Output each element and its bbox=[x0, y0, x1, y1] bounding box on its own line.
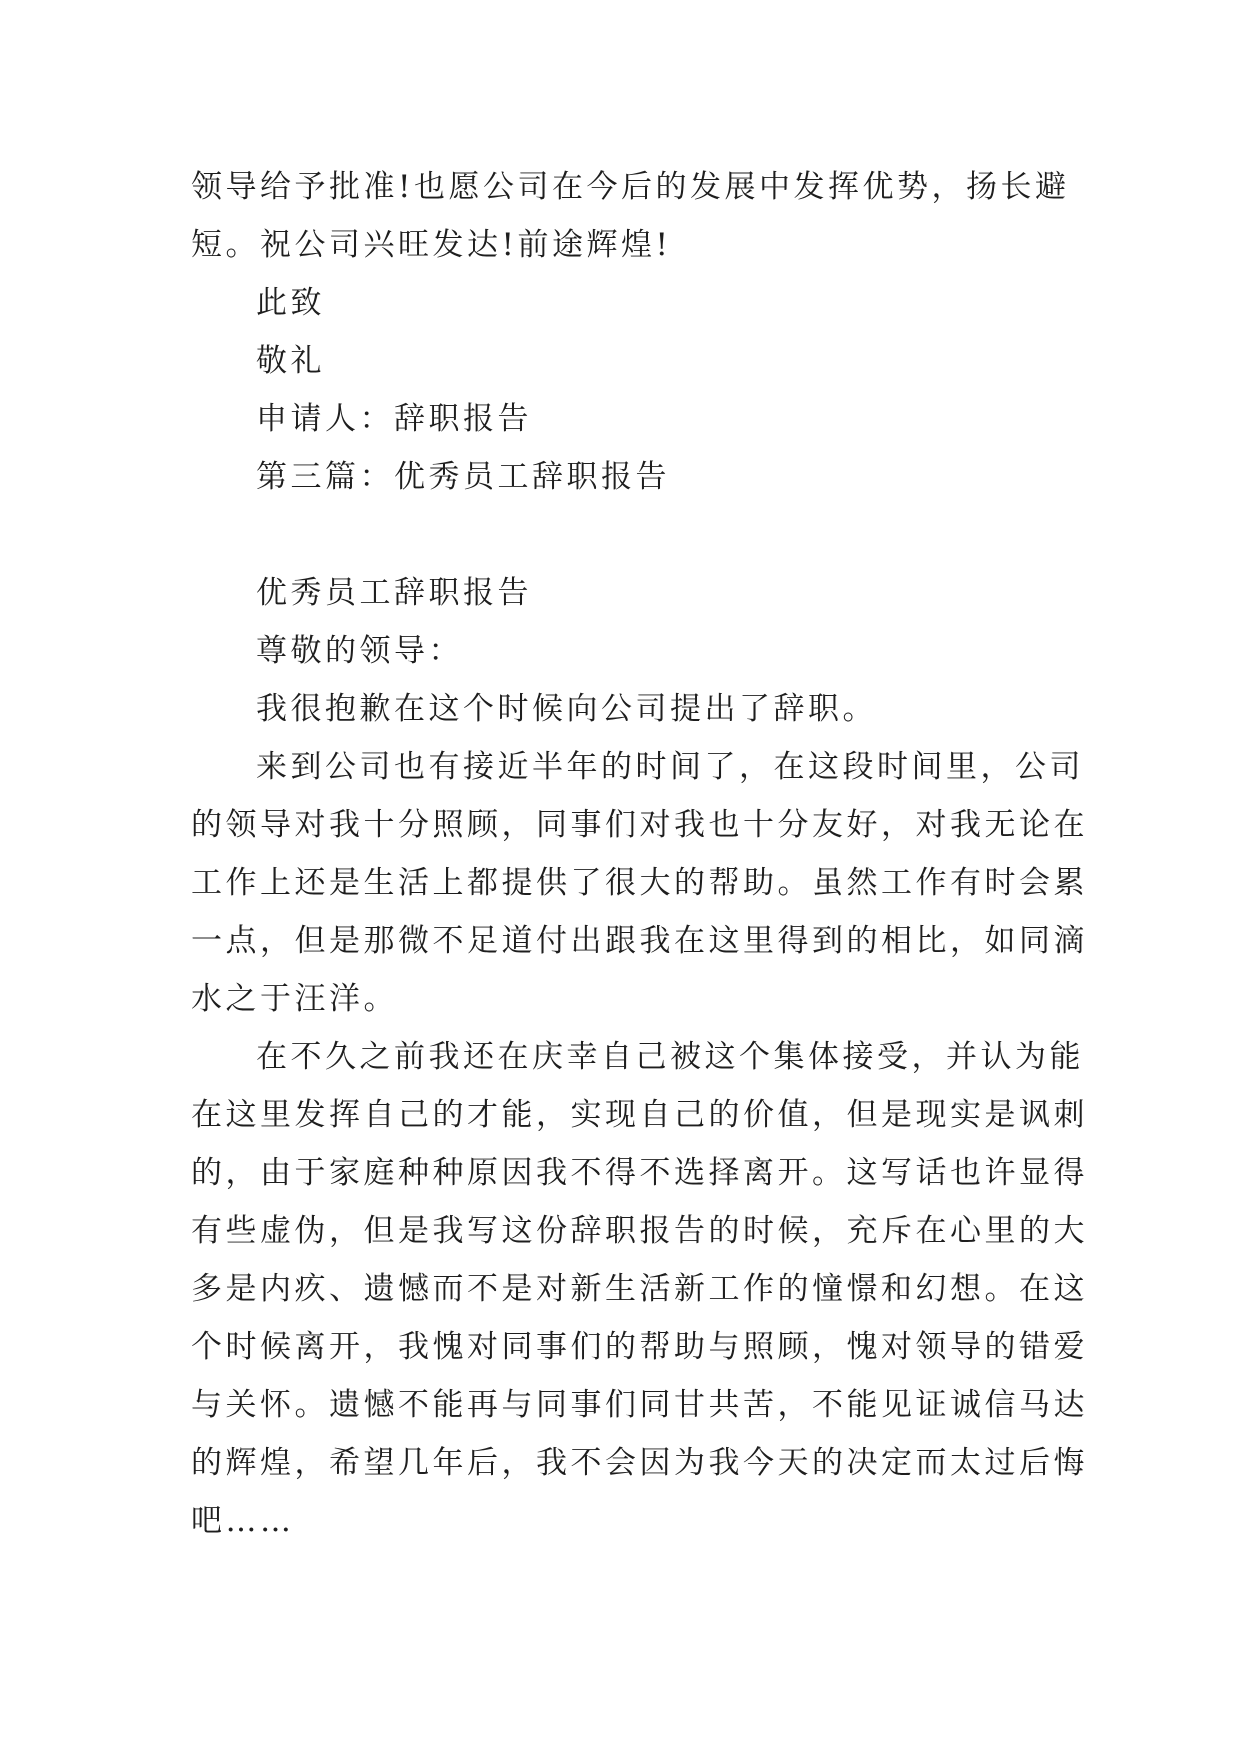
paragraph-line: 吧…… bbox=[191, 1503, 295, 1539]
greeting: 尊敬的领导： bbox=[256, 633, 463, 669]
applicant-line: 申请人：辞职报告 bbox=[256, 401, 532, 437]
paragraph-line: 我很抱歉在这个时候向公司提出了辞职。 bbox=[256, 691, 877, 727]
closing-salutation: 此致 bbox=[256, 285, 325, 321]
document-body bbox=[191, 158, 1088, 1550]
paragraph-line: 的领导对我十分照顾，同事们对我也十分友好，对我无论在 bbox=[191, 807, 1088, 843]
closing-respect: 敬礼 bbox=[256, 343, 325, 379]
paragraph-line: 的辉煌，希望几年后，我不会因为我今天的决定而太过后悔 bbox=[191, 1445, 1088, 1481]
paragraph-line: 多是内疚、遗憾而不是对新生活新工作的憧憬和幻想。在这 bbox=[191, 1271, 1088, 1307]
document-title: 优秀员工辞职报告 bbox=[256, 575, 532, 611]
paragraph-line: 个时候离开，我愧对同事们的帮助与照顾，愧对领导的错爱 bbox=[191, 1329, 1088, 1365]
paragraph-line: 来到公司也有接近半年的时间了，在这段时间里，公司 bbox=[256, 749, 1084, 785]
text-line: 领导给予批准!也愿公司在今后的发展中发挥优势，扬长避 bbox=[191, 169, 1070, 205]
paragraph-line: 与关怀。遗憾不能再与同事们同甘共苦，不能见证诚信马达 bbox=[191, 1387, 1088, 1423]
text-line: 短。祝公司兴旺发达!前途辉煌! bbox=[191, 227, 672, 263]
paragraph-line: 工作上还是生活上都提供了很大的帮助。虽然工作有时会累 bbox=[191, 865, 1088, 901]
paragraph-line: 一点，但是那微不足道付出跟我在这里得到的相比，如同滴 bbox=[191, 923, 1088, 959]
paragraph-line: 在这里发挥自己的才能，实现自己的价值，但是现实是讽刺 bbox=[191, 1097, 1088, 1133]
section-heading: 第三篇：优秀员工辞职报告 bbox=[256, 459, 670, 495]
paragraph-line: 在不久之前我还在庆幸自己被这个集体接受，并认为能 bbox=[256, 1039, 1084, 1075]
paragraph-line: 水之于汪洋。 bbox=[191, 981, 398, 1017]
paragraph-line: 有些虚伪，但是我写这份辞职报告的时候，充斥在心里的大 bbox=[191, 1213, 1088, 1249]
paragraph-line: 的，由于家庭种种原因我不得不选择离开。这写话也许显得 bbox=[191, 1155, 1088, 1191]
blank-line bbox=[191, 506, 1051, 564]
